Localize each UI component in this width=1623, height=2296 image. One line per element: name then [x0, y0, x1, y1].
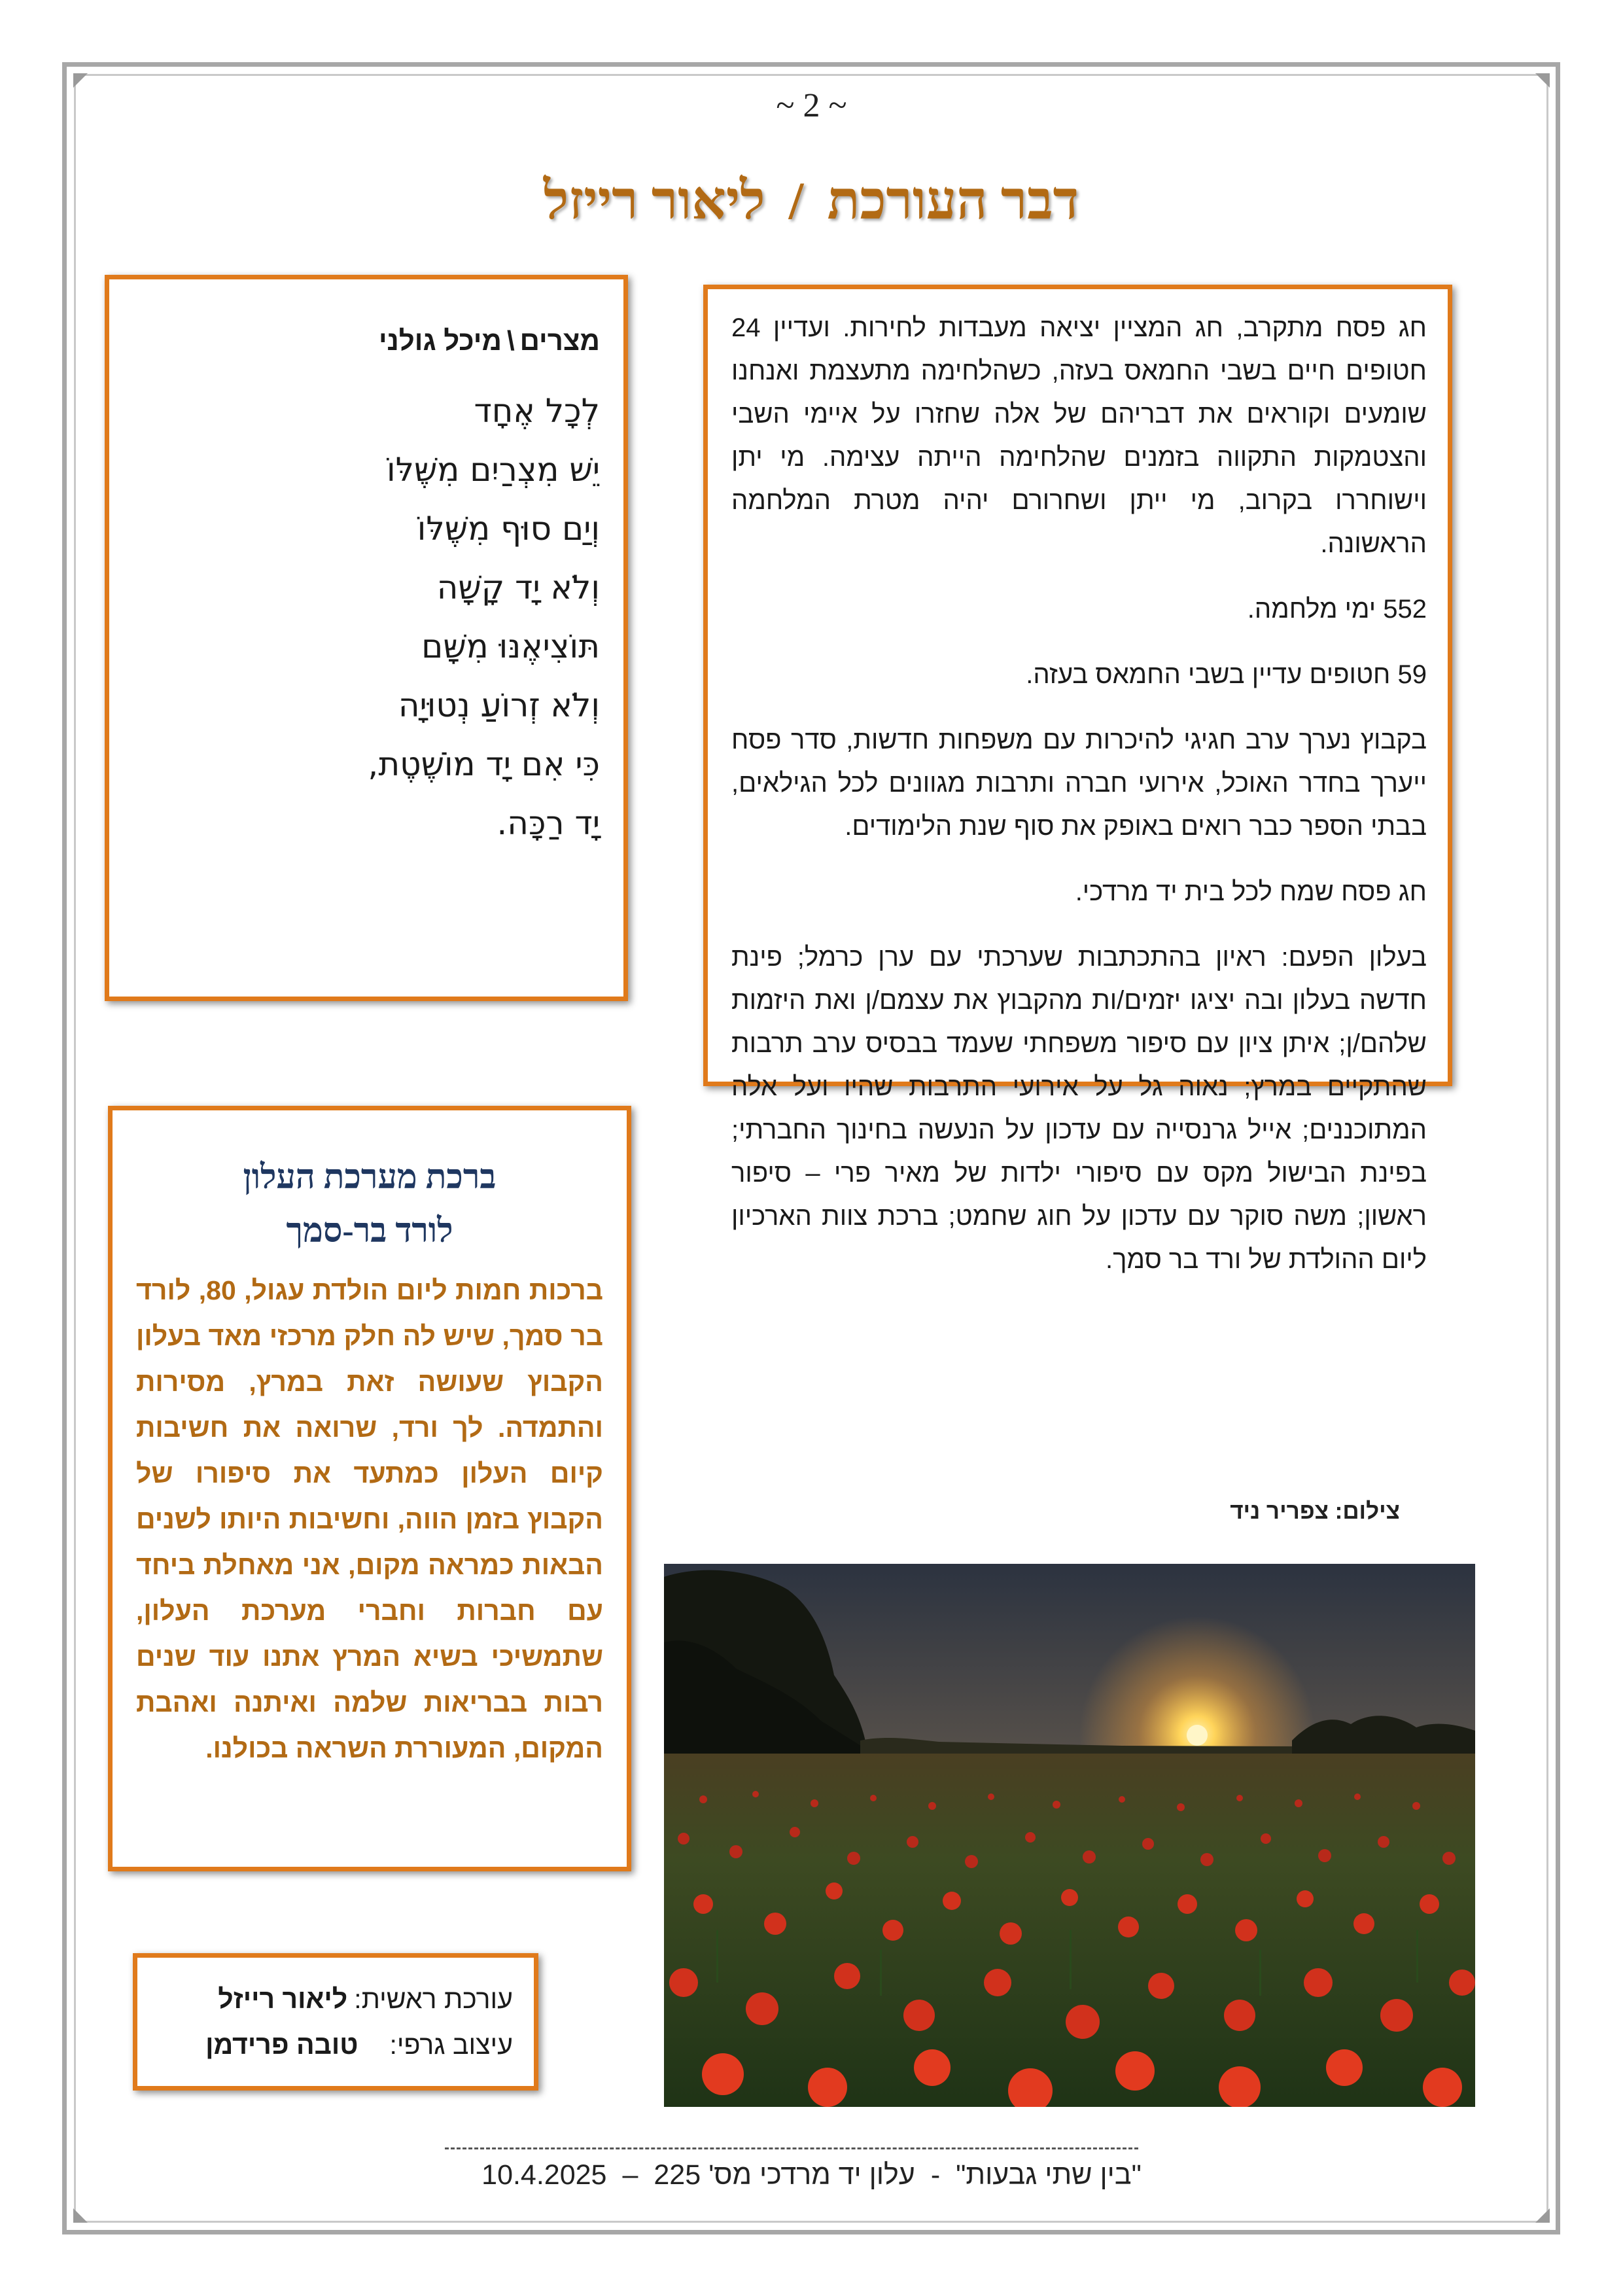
footer-newsletter: "בין שתי גבעות"	[956, 2159, 1142, 2191]
editorial-paragraph: בקבוץ נערך ערב חגיגי להיכרות עם משפחות חדשות, סדר פסח ייערך בחדר האוכל, אירועי חברה ותרבות מגוונים לכל הגילאים, בבתי הספר כבר רואים באופק את סוף שנת הלימודים.	[731, 726, 1427, 841]
corner-ornament	[1535, 73, 1550, 88]
poem-author: מיכל גולני	[378, 325, 502, 356]
footer-date: 10.4.2025	[481, 2159, 607, 2191]
credit-design	[156, 2022, 513, 2068]
page-footer	[0, 2159, 1623, 2191]
poem-separator: \	[506, 325, 515, 356]
editorial-box	[703, 285, 1452, 1274]
page-header	[196, 170, 1426, 242]
page-number: ~ 2 ~	[776, 87, 847, 124]
editorial-paragraph: חג פסח שמח לכל בית יד מרדכי.	[1075, 877, 1427, 906]
poem-line: כִּי אִם יָד מוֹשֶׁטֶת,	[368, 745, 600, 783]
corner-ornament	[73, 73, 88, 88]
editorial-paragraph: 59 חטופים עדיין בשבי החמאס בעזה.	[1026, 660, 1427, 689]
photo-caption: צילום: צפריר ניד	[1230, 1498, 1400, 1524]
greeting-title-line2: לורד בר-סמך	[286, 1212, 453, 1250]
credits-box	[133, 1953, 538, 2091]
editorial-paragraph: חג פסח מתקרב, חג המציין יציאה מעבדות לחירות. ועדיין 24 חטופים חיים בשבי החמאס בעזה, כשהלחימה מתעצמת ואנחנו שומעים וקוראים את דבריהם של אלה שחזרו על איימי השבי והצטמקות התקווה בזמנים שהלחימה הייתה עצימה. מי יתן וישוחררו בקרוב, מי ייתן ושחרורם יהיה מטרת המלחמה הראשונה.	[731, 313, 1427, 558]
corner-ornament	[1535, 2208, 1550, 2223]
footer-divider	[445, 2147, 1138, 2149]
poem-box	[105, 275, 628, 1001]
header-separator: /	[788, 171, 804, 230]
editorial-paragraph: 552 ימי מלחמה.	[1247, 595, 1427, 624]
poem-heading	[135, 325, 600, 357]
footer-dash: -	[930, 2159, 941, 2191]
greeting-box	[108, 1106, 631, 1871]
poem-line: וְיַם סוּף מִשֶּׁלּוֹ	[417, 510, 600, 548]
poem-line: וְלֹא זְרוֹעַ נְטוּיָה	[398, 686, 600, 724]
poem-line: יֵשׁ מִצְרַיִם מִשֶּׁלּוֹ	[386, 451, 600, 489]
greeting-body: ברכות חמות ליום הולדת עגול, 80, לורד בר סמך, שיש לה חלק מרכזי מאד בעלון הקבוץ שעושה זאת במרץ, מסירות והתמדה. לך ורד, שרואה את חשיבות קיום העלון כמתעד את סיפורו של הקבוץ בזמן הווה, וחשיבות היותו לשנים הבאות כמראה מקום, אני מאחלת ביחד עם חברות וחברי מערכת העלון, שתמשיכי בשיא המרץ אתנו עוד שנים רבות בבריאות שלמה ואיתנה ואהבת המקום, המעוררת השראה בכולנו.	[136, 1275, 603, 1763]
header-title: דבר העורכת	[827, 171, 1079, 230]
poem-line: לְכָל אֶחָד	[474, 392, 600, 430]
footer-dash: –	[622, 2159, 638, 2191]
editorial-paragraph: בעלון הפעם: ראיון בהתכתבות שערכתי עם ערן כרמל; פינת חדשה בעלון ובה יציגו יזמים/ות מהקבוץ את עצמם/ן ואת היזמות שלהם/ן; איתן ציון עם סיפור משפחתי שעמד בבסיס ערב תרבות שהתקיים במרץ; נאוה גל על אירועי התרבות שהיו ועל אלה המתוכננים; אייל גרנסייה עם עדכון על הנעשה בחינוך החברתי; בפינת הבישול מקס עם סיפורי ילדות של מאיר פרי – סיפור ראשון; משה סוקר עם עדכון על חוג שחמט; ברכת צוות הארכיון ליום ההולדת של ורד בר סמך.	[731, 943, 1427, 1274]
credit-design-name: טובה פרידמן	[205, 2030, 358, 2060]
poem-line: תּוֹצִיאֶנּוּ מִשָּׁם	[421, 627, 600, 665]
credit-editor-name: ליאור רייזל	[218, 1984, 348, 2014]
header-author: ליאור רייזל	[543, 171, 765, 230]
poem-title: מצרים	[519, 325, 600, 356]
footer-issue: עלון יד מרדכי מס' 225	[654, 2159, 915, 2191]
greeting-title-line1: ברכת מערכת העלון	[243, 1159, 497, 1196]
credit-editor	[156, 1976, 513, 2022]
credit-editor-label: עורכת ראשית:	[354, 1984, 513, 2014]
sunset-poppy-field-photo	[664, 1564, 1475, 2107]
poem-line: וְלֹא יָד קָשָׁה	[436, 569, 600, 607]
poem-line: יָד רַכָּה.	[497, 804, 600, 842]
credit-design-label: עיצוב גרפי:	[389, 2030, 513, 2060]
corner-ornament	[73, 2208, 88, 2223]
